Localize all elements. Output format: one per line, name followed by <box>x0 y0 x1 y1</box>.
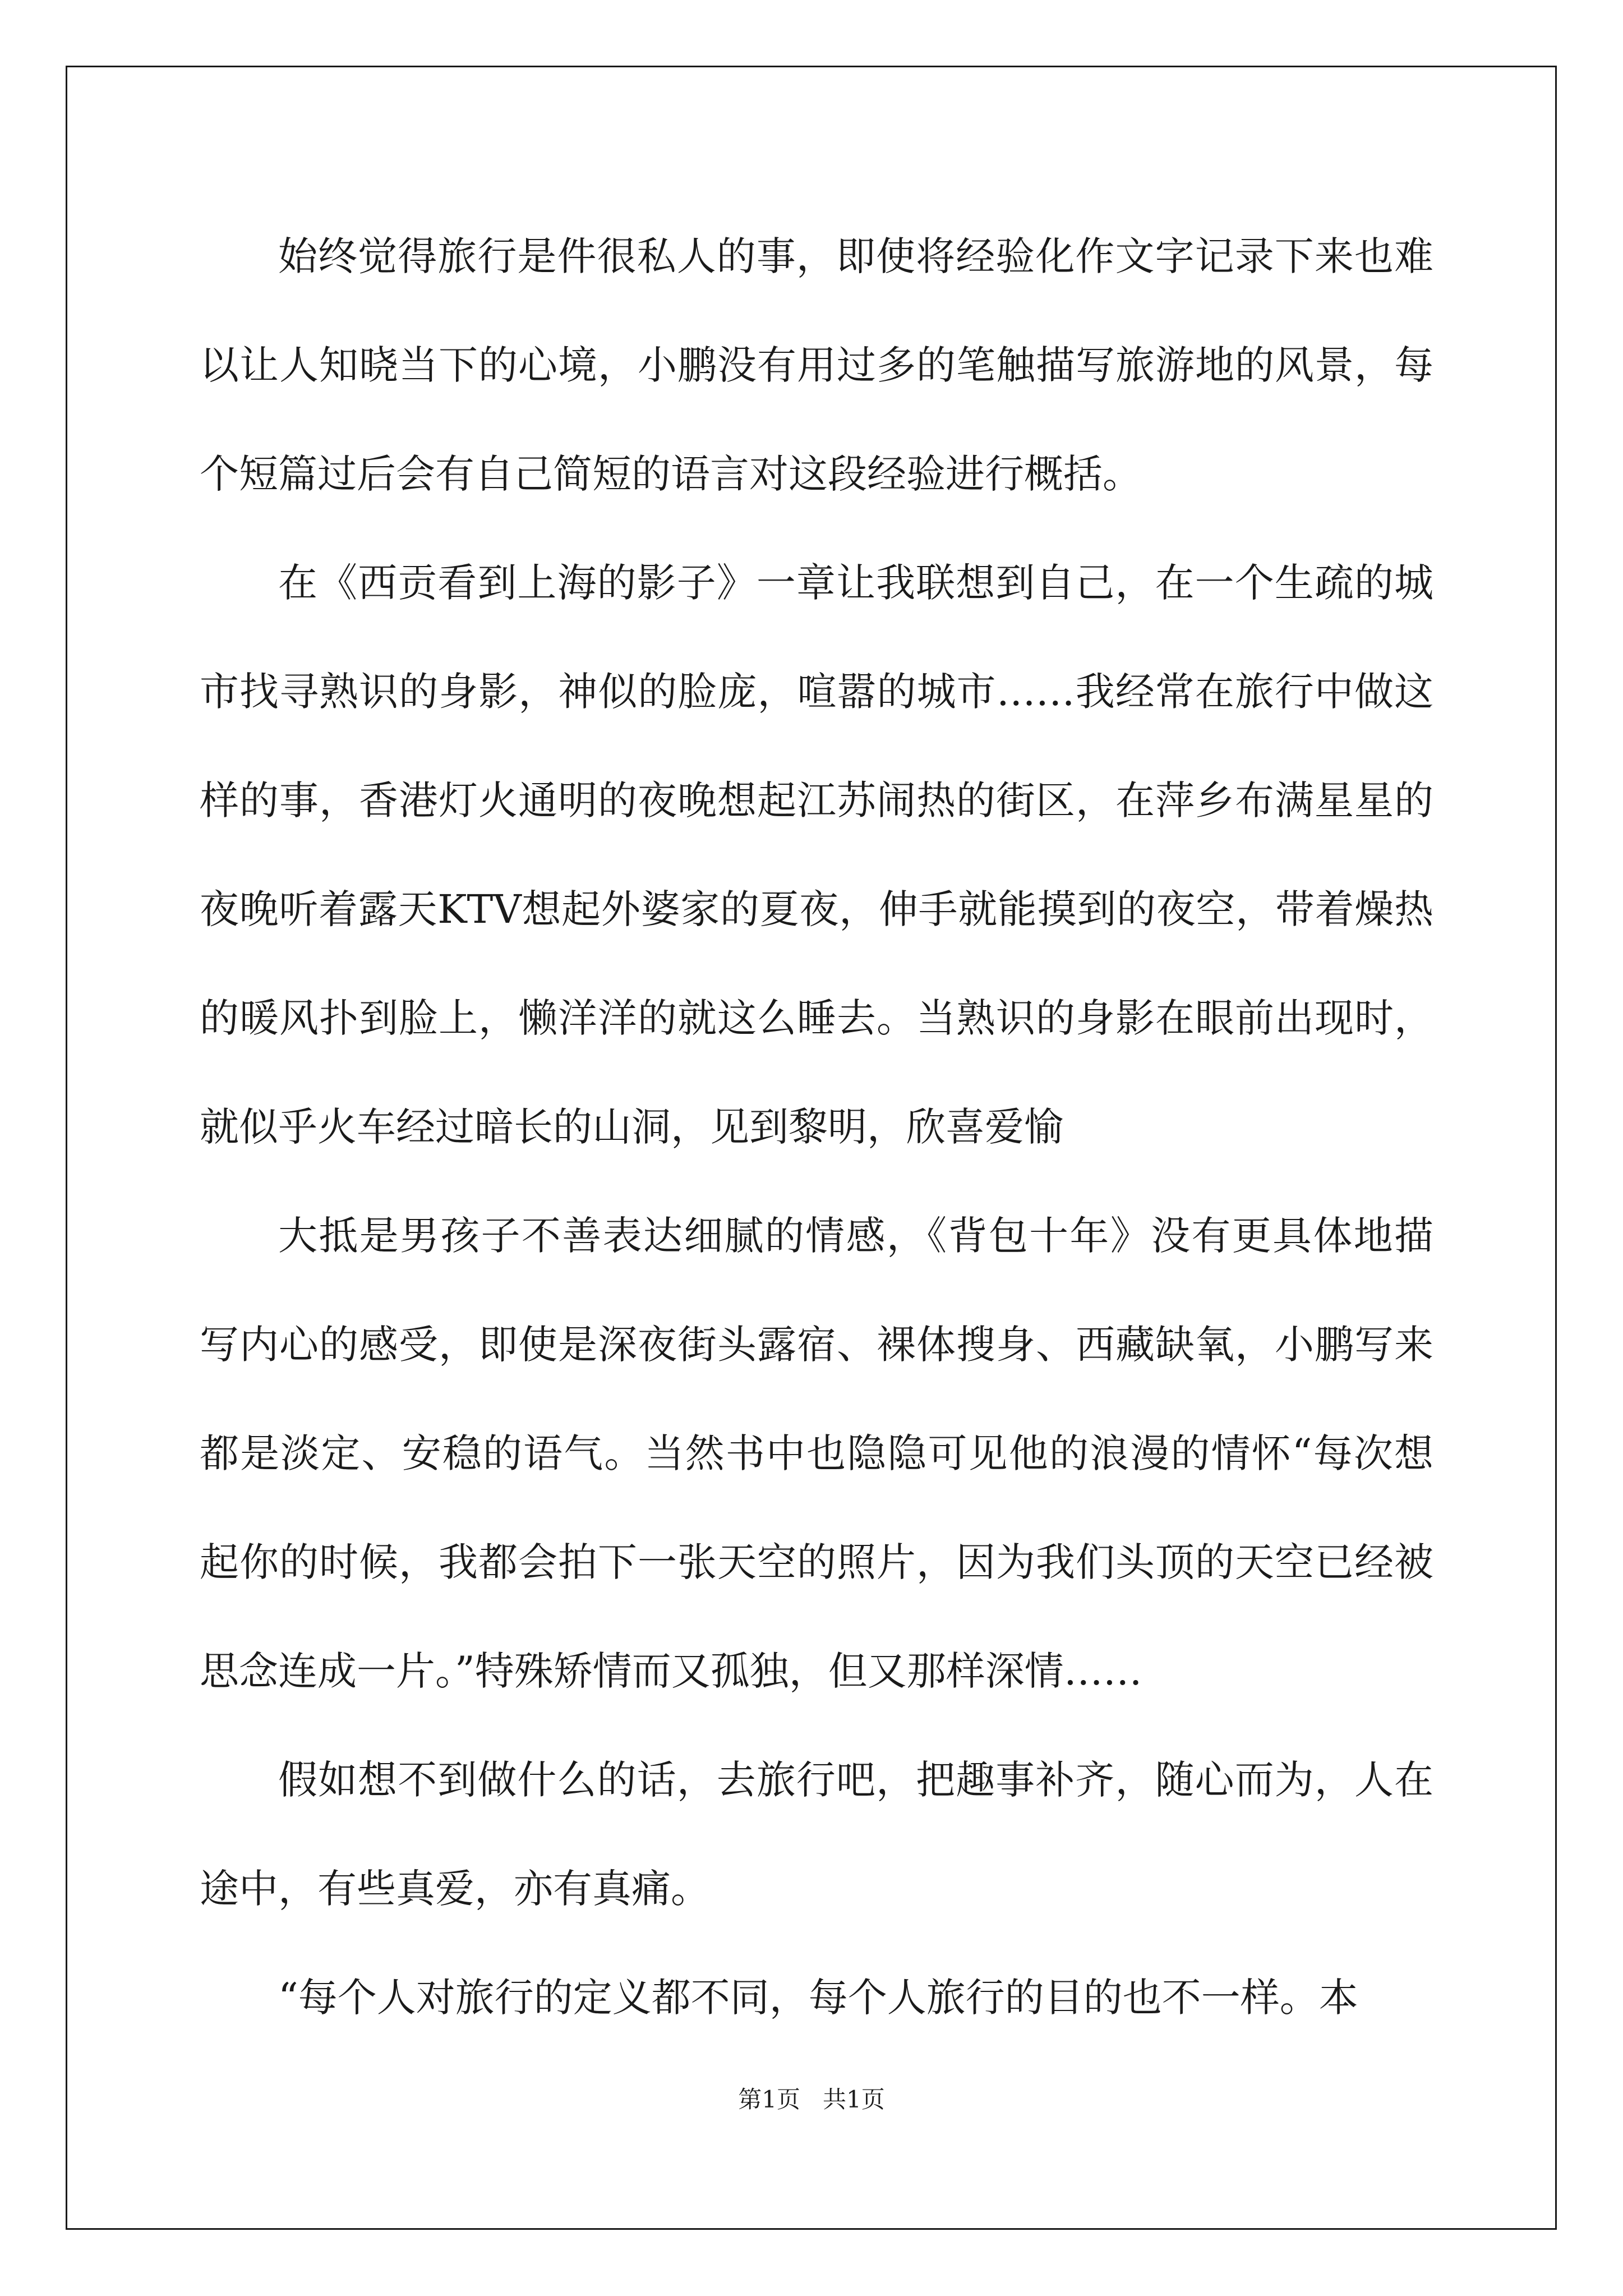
paragraph: “每个人对旅行的定义都不同，每个人旅行的目的也不一样。本 <box>278 1975 1358 2021</box>
paragraph: 始终觉得旅行是件很私人的事，即使将经验化作文字记录下来也难以让人知晓当下的心境，小鹏没有用过多的笔触描写旅游地的风景，每个短篇过后会有自己简短的语言对这段经验进行概括。 <box>200 233 1433 497</box>
paragraph: 假如想不到做什么的话，去旅行吧，把趣事补齐，随心而为，人在途中，有些真爱，亦有真痛。 <box>200 1757 1433 1912</box>
page-number-footer: 第1页 共1页 <box>738 2086 885 2113</box>
paragraph: 在《西贡看到上海的影子》一章让我联想到自己，在一个生疏的城市找寻熟识的身影，神似的脸庞，喧嚣的城市……我经常在旅行中做这样的事，香港灯火通明的夜晚想起江苏闹热的街区，在萍乡布满星星的夜晚听着露天KTV想起外婆家的夏夜，伸手就能摸到的夜空，带着燥热的暖风扑到脸上，懒洋洋的就这么睡去。当熟识的身影在眼前出现时，就似乎火车经过暗长的山洞，见到黎明，欣喜爱愉 <box>200 560 1433 1150</box>
paragraph: 大抵是男孩子不善表达细腻的情感，《背包十年》没有更具体地描写内心的感受，即使是深夜街头露宿、裸体搜身、西藏缺氧，小鹏写来都是淡定、安稳的语气。当然书中也隐隐可见他的浪漫的情怀“每次想起你的时候，我都会拍下一张天空的照片，因为我们头顶的天空已经被思念连成一片。”特殊矫情而又孤独，但又那样深情…… <box>200 1213 1433 1694</box>
document-body <box>200 202 1433 2052</box>
